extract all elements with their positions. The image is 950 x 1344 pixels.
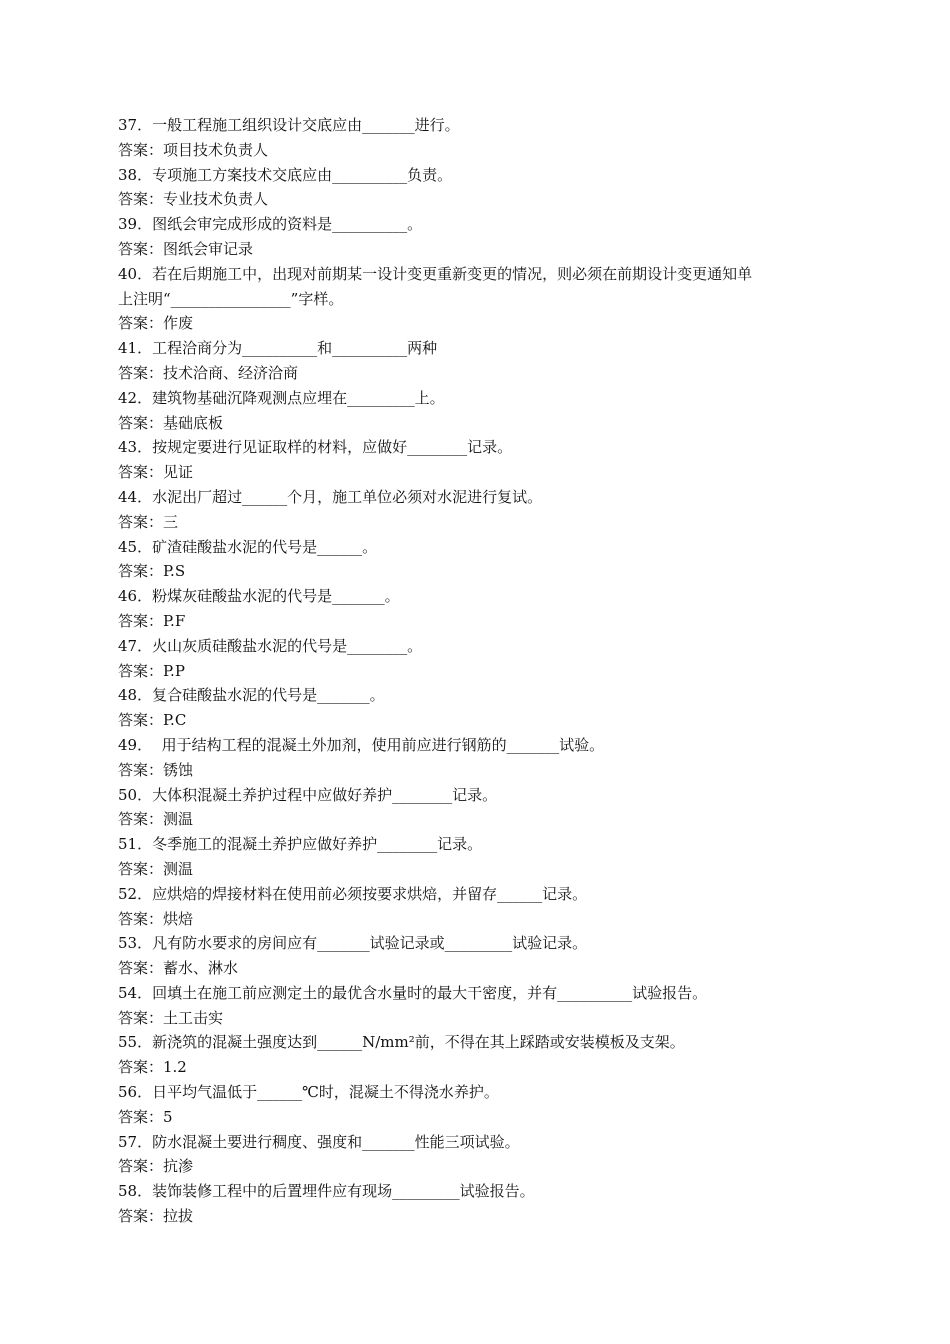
answer-line: 答案：蓄水、淋水 (118, 959, 239, 978)
question-line: 50．大体积混凝土养护过程中应做好养护________记录。 (118, 785, 498, 804)
answer-line: 答案：抗渗 (118, 1157, 194, 1176)
answer-line: 答案：见证 (118, 463, 194, 482)
answer-line: 答案：测温 (118, 810, 194, 829)
answer-line: 答案：拉拔 (118, 1207, 194, 1226)
question-line: 44．水泥出厂超过______个月，施工单位必须对水泥进行复试。 (118, 487, 543, 506)
question-line: 47．火山灰质硅酸盐水泥的代号是________。 (118, 636, 423, 655)
answer-line: 答案：1.2 (118, 1058, 187, 1077)
question-line: 54．回填土在施工前应测定土的最优含水量时的最大干密度，并有__________试验报告。 (118, 983, 708, 1002)
question-line: 40．若在后期施工中，出现对前期某一设计变更重新变更的情况，则必须在前期设计变更通知单 (118, 264, 753, 283)
answer-line: 答案：P.C (118, 711, 187, 730)
question-line: 上注明“________________”字样。 (118, 289, 344, 308)
question-line: 51．冬季施工的混凝土养护应做好养护________记录。 (118, 835, 483, 854)
answer-line: 答案：测温 (118, 859, 194, 878)
answer-line: 答案：专业技术负责人 (118, 190, 269, 209)
answer-line: 答案：技术洽商、经济洽商 (118, 363, 299, 382)
answer-line: 答案：烘焙 (118, 909, 194, 928)
answer-line: 答案：P.P (118, 661, 185, 680)
answer-line: 答案：锈蚀 (118, 760, 194, 779)
question-line: 39．图纸会审完成形成的资料是__________。 (118, 215, 423, 234)
question-line: 45．矿渣硅酸盐水泥的代号是______。 (118, 537, 378, 556)
answer-line: 答案：项目技术负责人 (118, 140, 269, 159)
answer-line: 答案：基础底板 (118, 413, 224, 432)
question-line: 53．凡有防水要求的房间应有_______试验记录或_________试验记录。 (118, 934, 588, 953)
question-line: 41．工程洽商分为__________和__________两种 (118, 339, 438, 358)
document-page (118, 113, 838, 1229)
answer-line: 答案：作废 (118, 314, 194, 333)
question-line: 48．复合硅酸盐水泥的代号是_______。 (118, 686, 385, 705)
question-line: 46．粉煤灰硅酸盐水泥的代号是_______。 (118, 587, 400, 606)
question-line: 52．应烘焙的焊接材料在使用前必须按要求烘焙，并留存______记录。 (118, 884, 588, 903)
answer-line: 答案：土工击实 (118, 1008, 224, 1027)
question-line: 37．一般工程施工组织设计交底应由_______进行。 (118, 116, 460, 134)
question-line: 43．按规定要进行见证取样的材料，应做好________记录。 (118, 438, 513, 457)
question-line: 58．装饰装修工程中的后置埋件应有现场_________试验报告。 (118, 1182, 535, 1201)
question-line: 57．防水混凝土要进行稠度、强度和_______性能三项试验。 (118, 1132, 520, 1151)
answer-line: 答案：5 (118, 1107, 173, 1126)
question-line: 49． 用于结构工程的混凝土外加剂，使用前应进行钢筋的_______试验。 (118, 735, 605, 754)
answer-line: 答案：P.S (118, 562, 186, 581)
question-line: 42．建筑物基础沉降观测点应埋在_________上。 (118, 388, 445, 407)
question-line: 55．新浇筑的混凝土强度达到______N/mm²前，不得在其上踩踏或安装模板及支架。 (118, 1033, 685, 1052)
answer-line: 答案：三 (118, 512, 179, 531)
answer-line: 答案：图纸会审记录 (118, 239, 254, 258)
question-line: 56．日平均气温低于______℃时，混凝土不得浇水养护。 (118, 1083, 499, 1102)
question-line: 38．专项施工方案技术交底应由__________负责。 (118, 165, 453, 184)
answer-line: 答案：P.F (118, 611, 186, 630)
